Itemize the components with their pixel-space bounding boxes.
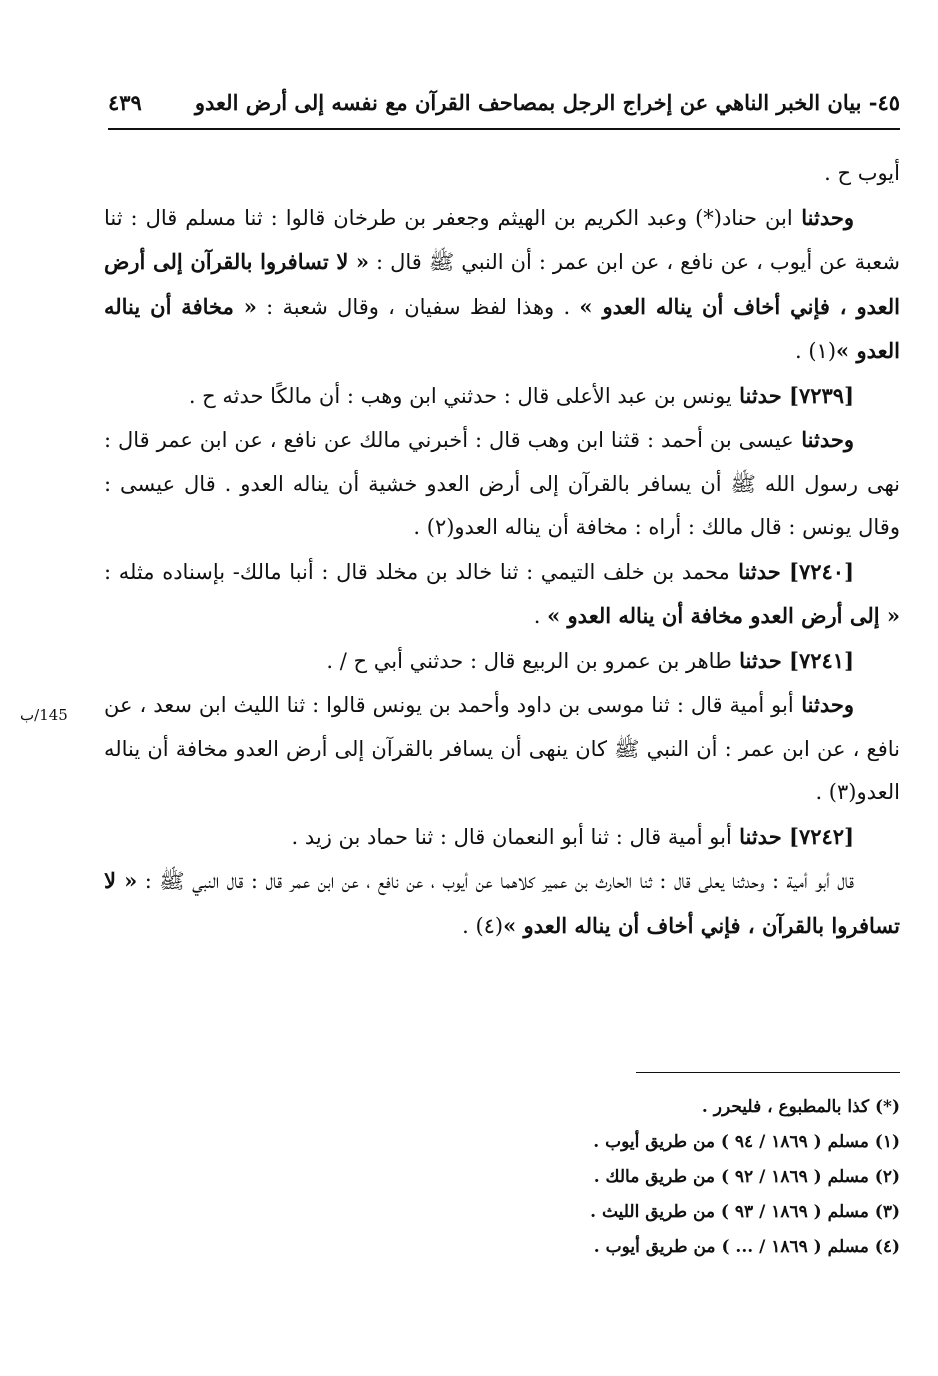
- bold-text-run: « إلى أرض العدو مخافة أن يناله العدو »: [547, 603, 900, 628]
- text-run: طاهر بن عمرو بن الربيع قال : حدثني أبي ح / .: [326, 648, 732, 673]
- paragraph: [104, 418, 900, 550]
- footnote-item: (٣) مسلم ( ١٨٦٩ / ٩٣ ) من طريق الليث .: [590, 1202, 900, 1222]
- footnotes: [300, 1090, 900, 1265]
- running-header: [108, 82, 900, 122]
- bold-text-run: [٧٢٤٢] حدثنا: [731, 823, 854, 849]
- paragraph: [104, 374, 900, 419]
- bold-text-run: وحدثنا: [792, 204, 854, 230]
- footnote-divider: [636, 1072, 900, 1073]
- footnote-item: (٢) مسلم ( ١٨٦٩ / ٩٢ ) من طريق مالك .: [593, 1167, 900, 1187]
- bold-text-run: « لا تسافروا بالقرآن إلى أرض العدو ، فإني أخاف أن يناله العدو »: [104, 249, 901, 319]
- text-run: أبو أمية قال : ثنا موسى بن داود وأحمد بن يونس قالوا : ثنا الليث ابن سعد ، عن نافع ، عن ابن عمر : أن النبي ﷺ كان ينهى أن يسافر بالقرآن إلى أرض العدو مخافة أن يناله العدو(٣) .: [104, 693, 900, 804]
- text-run: محمد بن خلف التيمي : ثنا خالد بن مخلد قال : أنبا مالك- بإسناده مثله :: [104, 559, 730, 584]
- text-run: يونس بن عبد الأعلى قال : حدثني ابن وهب : أن مالكًا حدثه ح .: [188, 383, 732, 408]
- bold-text-run: [٧٢٤٠] حدثنا: [729, 558, 854, 584]
- bold-text-run: « لا تسافروا بالقرآن ، فإني أخاف أن يناله العدو »: [104, 868, 900, 938]
- page-number: ٤٣٩: [108, 89, 142, 115]
- paragraph: [104, 639, 900, 684]
- chapter-title: ٤٥- بيان الخبر الناهي عن إخراج الرجل بمصاحف القرآن مع نفسه إلى أرض العدو: [194, 89, 900, 115]
- footnote-item: (٤) مسلم ( ١٨٦٩ / ... ) من طريق أيوب .: [593, 1237, 900, 1257]
- manuscript-folio-marker: 145/ب: [20, 706, 68, 724]
- bold-text-run: [٧٢٤١] حدثنا: [731, 647, 854, 673]
- text-run: (١) .: [795, 339, 837, 363]
- hadith-text: [104, 152, 900, 948]
- bold-text-run: وحدثنا: [793, 427, 854, 452]
- text-run: قال أبو أمية : وحدثنا يعلى قال : ثنا الحارث بن عمير كلاهما عن أيوب ، عن نافع ، عن ابن عمر قال : قال النبي ﷺ :: [137, 869, 854, 893]
- header-divider: [108, 128, 900, 130]
- text-run: أيوب ح .: [824, 161, 900, 185]
- bold-text-run: [٧٢٣٩] حدثنا: [731, 382, 854, 408]
- footnote-item: (١) مسلم ( ١٨٦٩ / ٩٤ ) من طريق أيوب .: [593, 1132, 900, 1152]
- bold-text-run: « مخافة أن يناله العدو »: [104, 293, 900, 363]
- text-run: عيسى بن أحمد : قثنا ابن وهب قال : أخبرني مالك عن نافع ، عن ابن عمر قال : نهى رسول الله ﷺ أن يسافر بالقرآن إلى أرض العدو خشية أن يناله العدو . قال عيسى : وقال يونس : قال مالك : أراه : مخافة أن يناله العدو(٢) .: [104, 428, 900, 539]
- paragraph: [104, 815, 900, 860]
- footnote-item: (*) كذا بالمطبوع ، فليحرر .: [701, 1097, 900, 1117]
- paragraph: [104, 550, 900, 639]
- paragraph: [104, 196, 900, 374]
- text-run: . وهذا لفظ سفيان ، وقال شعبة :: [256, 294, 580, 319]
- text-run: أبو أمية قال : ثنا أبو النعمان قال : ثنا حماد بن زيد .: [291, 824, 732, 849]
- paragraph: [104, 152, 900, 196]
- text-run: (٤) .: [462, 913, 504, 938]
- text-run: ابن حناد(*) وعبد الكريم بن الهيثم وجعفر بن طرخان قالوا : ثنا مسلم قال : ثنا شعبة عن أيوب ، عن نافع ، عن ابن عمر : أن النبي ﷺ قال :: [104, 205, 900, 274]
- paragraph: [104, 683, 900, 815]
- bold-text-run: وحدثنا: [793, 692, 854, 717]
- paragraph: [104, 859, 900, 948]
- text-run: .: [533, 604, 548, 628]
